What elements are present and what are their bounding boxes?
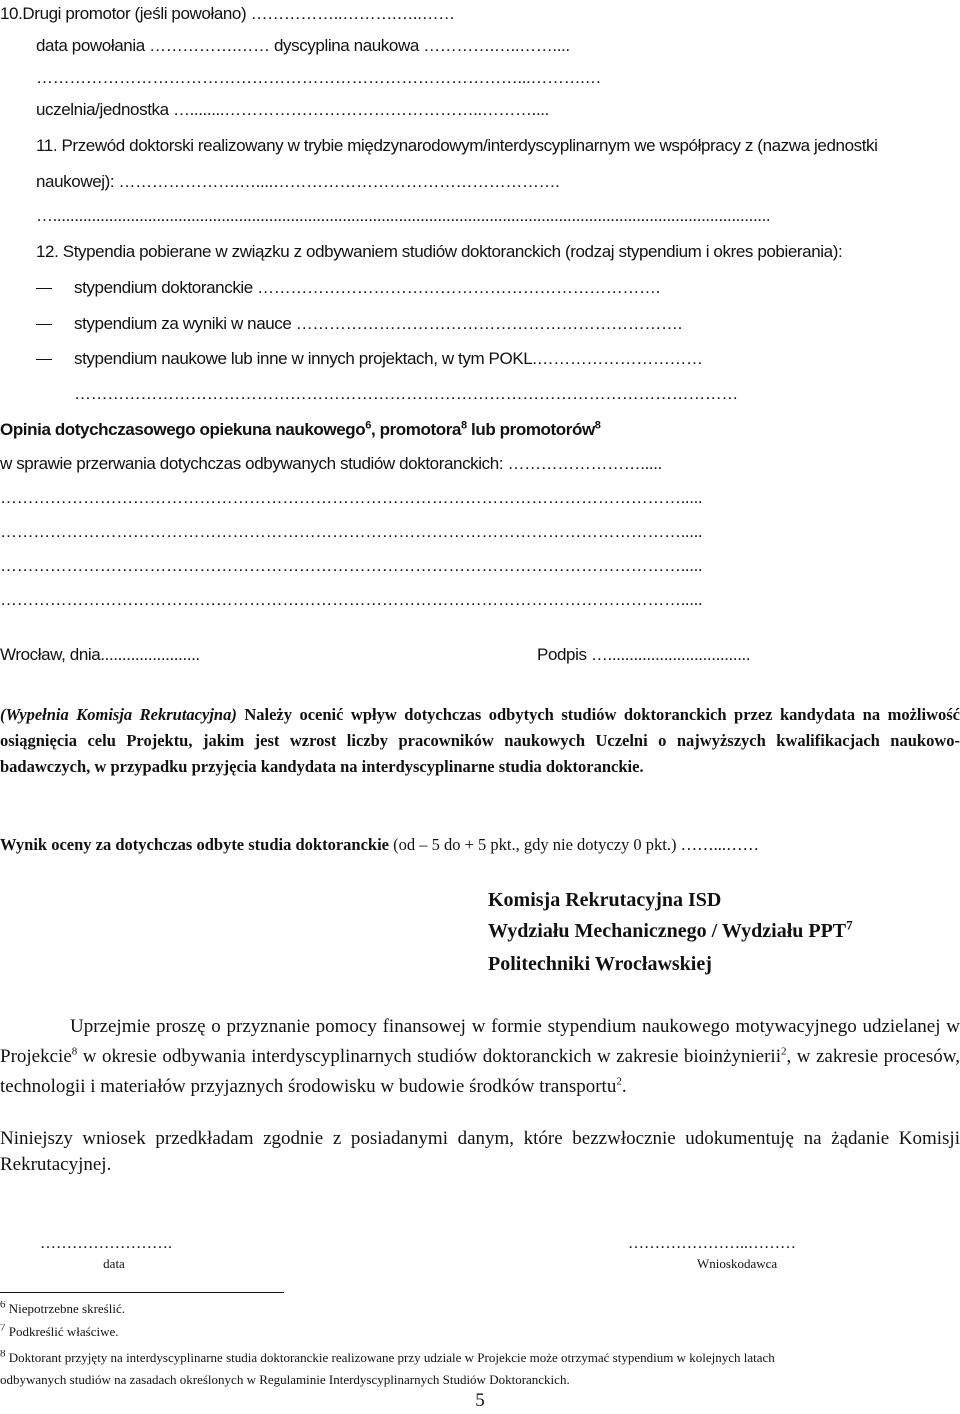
scholarship-label: stypendium za wyniki w nauce ……………………………………………………………. [74,314,682,333]
scholarship-label: stypendium doktoranckie ………………………………………………………………. [74,278,660,297]
address-line3: Politechniki Wrocławskiej [488,953,712,975]
footnote-number: 8 [0,1350,6,1360]
score-line [0,835,960,855]
commission-note-italic: (Wypełnia Komisja Rekrutacyjna) [0,705,237,724]
score-range: (od – 5 do + 5 pkt., gdy nie dotyczy 0 pkt.) ……...…… [389,835,759,854]
declaration-paragraph: Niniejszy wniosek przedkładam zgodnie z posiadanymi danym, które bezzwłocznie udokumentuję na żądanie Komisji Rekrutacyjnej. [0,1128,960,1175]
dash-bullet [36,288,52,290]
footnote-8-continued: odbywanych studiów na zasadach określonych w Regulaminie Interdyscyplinarnych Studiów Doktoranckich. [0,1372,570,1387]
footnote-text: Podkreślić właściwe. [8,1324,119,1339]
opinion-heading [0,420,960,440]
score-label: Wynik oceny za dotychczas odbyte studia doktoranckie [0,835,389,854]
address-line2-text: Wydziału Mechanicznego / Wydziału PPT [488,920,847,942]
scholarship-label: stypendium naukowe lub inne w innych projektach, w tym POKL.………………………… [74,349,703,368]
signature-field: Podpis …................................. [537,645,751,664]
opinion-dots-line: ……………………………………………………………………………………………………………..... [0,590,703,609]
scholarship-item-2 [36,314,956,334]
item-10-dots: ……………………………………………………………………………...……….… [36,68,602,87]
footnote-8 [0,1350,960,1366]
request-paragraph [0,1012,960,1102]
footnote-text: Niepotrzebne skreślić. [8,1301,125,1316]
item-10-unit: uczelnia/jednostka …........………………………………………..……….... [36,100,549,119]
request-text: . [621,1076,627,1097]
footnote-7 [0,1324,119,1340]
item-11-line1: 11. Przewód doktorski realizowany w trybie międzynarodowym/interdyscyplinarnym we współpracy z (nazwa jednostki [36,136,878,155]
applicant-dots: …………………..……… [628,1235,796,1252]
request-text: Uprzejmie proszę o przyznanie pomocy finansowej w formie stypendium naukowego motywacyjnego udzielanej w Projekcie [0,1016,960,1067]
date-label: data [103,1256,125,1271]
request-text: , w zakresie procesów, technologii i materiałów przyjaznych środowisku w budowie środków transportu [0,1046,960,1097]
item-12-title: 12. Stypendia pobierane w związku z odbywaniem studiów doktoranckich (rodzaj stypendium i okres pobierania): [36,242,843,261]
address-line2 [488,920,853,943]
footnote-ref: 8 [71,1045,78,1058]
footnote-number: 6 [0,1301,6,1311]
opinion-line2: w sprawie przerwania dotychczas odbywanych studiów doktoranckich: ……………………..... [0,454,662,473]
dash-bullet [36,359,52,361]
place-date: Wrocław, dnia....................... [0,645,200,664]
scholarship-item-3-continued: ………………………………………………………………………………………………………… [74,384,739,403]
footnote-ref: 8 [460,420,467,432]
footnote-divider [0,1292,284,1293]
footnote-text: Doktorant przyjęty na interdyscyplinarne studia doktoranckie realizowane przy udziale w Projekcie może otrzymać stypendium w kolejnych latach [8,1350,775,1365]
footnote-ref: 2 [780,1045,787,1058]
dash-bullet [36,324,52,326]
item-11-line3: …...................................................................................................................................................................... [36,206,771,225]
opinion-dots-line: ……………………………………………………………………………………………………………..... [0,488,703,507]
footnote-number: 7 [0,1324,6,1334]
address-line1: Komisja Rekrutacyjna ISD [488,889,722,911]
opinion-heading-text: Opinia dotychczasowego opiekuna naukowego [0,420,366,439]
date-dots: ……………………. [40,1235,172,1252]
item-10-title: 10.Drugi promotor (jeśli powołano) ……………..……….…..…… [0,4,455,23]
footnote-ref: 7 [846,920,853,933]
opinion-dots-line: ……………………………………………………………………………………………………………..... [0,556,703,575]
item-10-date-discipline: data powołania …………….…… dyscyplina naukowa ………….…..…….... [36,36,570,55]
item-11-line2: naukowej): ………………….…....……………………………………………. [36,172,560,191]
footnote-ref: 8 [594,420,601,432]
request-text: w okresie odbywania interdyscyplinarnych studiów doktoranckich w zakresie bioinżynierii [77,1046,781,1067]
applicant-label: Wnioskodawca [697,1256,778,1271]
footnote-ref: 6 [365,420,371,432]
scholarship-item-3 [36,349,956,369]
opinion-heading-text: , promotora [370,420,461,439]
opinion-dots-line: ……………………………………………………………………………………………………………..... [0,522,703,541]
page-number: 5 [475,1390,485,1411]
opinion-heading-text: lub promotorów [466,420,595,439]
footnote-6 [0,1301,125,1317]
commission-note [0,702,960,780]
scholarship-item-1 [36,278,956,298]
footnote-ref: 2 [616,1075,622,1088]
commission-note-text: Należy ocenić wpływ dotychczas odbytych studiów doktoranckich przez kandydata na możliwość osiągnięcia celu Projektu, jakim jest wzrost liczby pracowników naukowych Uczelni o najwyższych kwalifikacjach naukowo-badawczych, w przypadku przyjęcia kandydata na interdyscyplinarne studia doktoranckie. [0,705,960,776]
